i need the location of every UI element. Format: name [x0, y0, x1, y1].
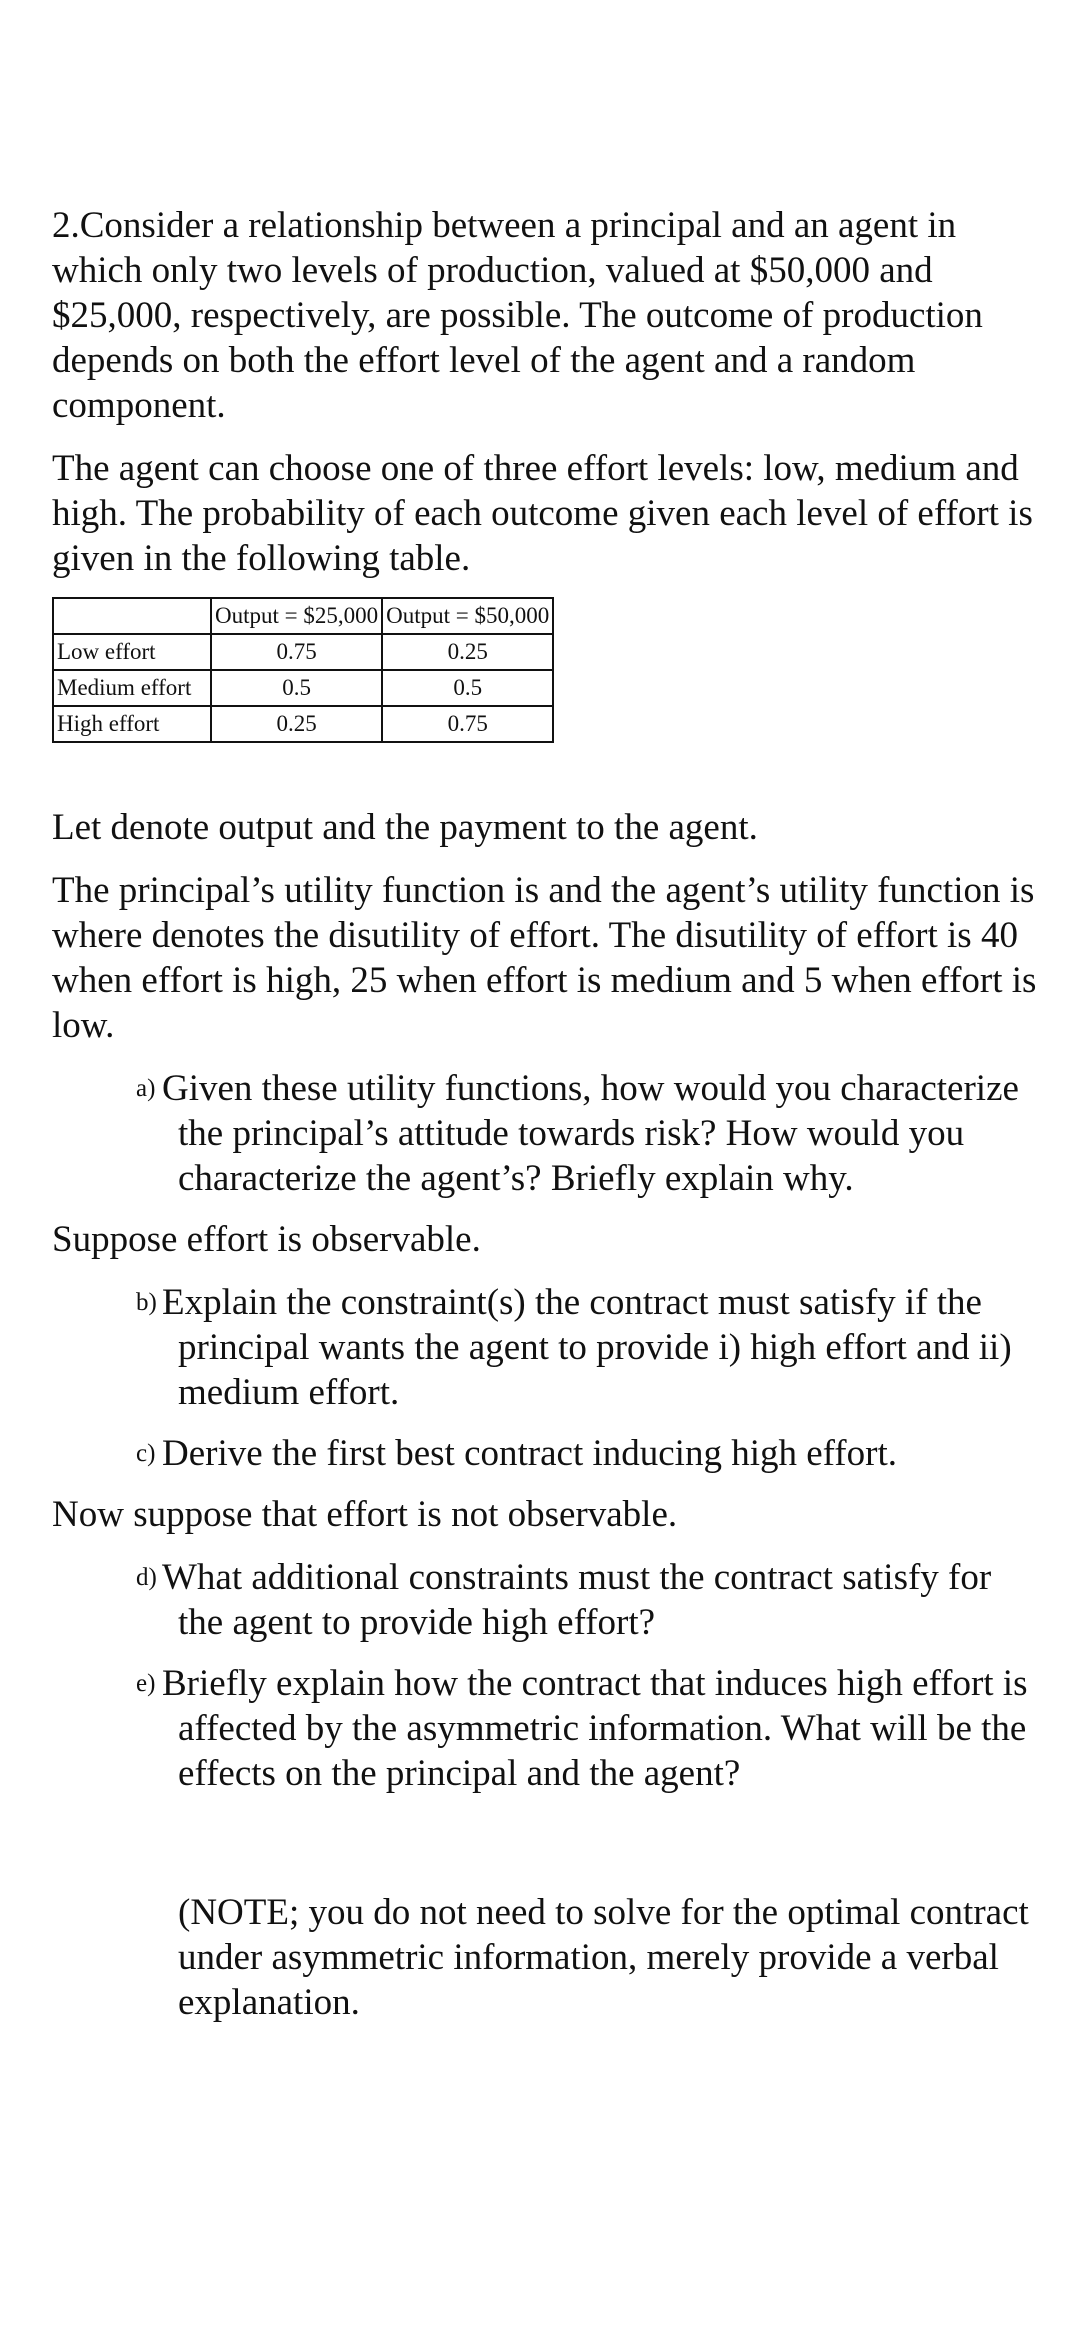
- row-label: Low effort: [53, 634, 211, 670]
- question-marker: d): [136, 1564, 157, 1591]
- column-header: Output = $25,000: [211, 598, 382, 634]
- table-cell: 0.75: [382, 706, 553, 742]
- question-c: [52, 1431, 1042, 1476]
- table-corner-cell: [53, 598, 211, 634]
- table-row: [53, 670, 553, 706]
- question-e: [52, 1661, 1042, 1796]
- not-observable-heading: Now suppose that effort is not observable.: [52, 1494, 678, 1535]
- spacer: [52, 743, 1042, 805]
- question-d: [52, 1555, 1042, 1645]
- question-marker: e): [136, 1670, 156, 1697]
- table-row: [53, 706, 553, 742]
- table-cell: 0.75: [211, 634, 382, 670]
- table-cell: 0.25: [211, 706, 382, 742]
- question-text: Given these utility functions, how would you characterize the principal’s attitude towards risk? How would you characterize the agent’s? Briefly explain why.: [162, 1068, 1019, 1199]
- table-cell: 0.5: [382, 670, 553, 706]
- question-a: [52, 1066, 1042, 1201]
- table-row: [53, 634, 553, 670]
- document-page: [52, 203, 1042, 2025]
- probability-table: [52, 597, 554, 743]
- question-marker: a): [136, 1075, 156, 1102]
- question-text: Briefly explain how the contract that induces high effort is affected by the asymmetric information. What will be the effects on the principal and the agent?: [162, 1663, 1028, 1794]
- effort-levels-paragraph: The agent can choose one of three effort levels: low, medium and high. The probability of each outcome given each level of effort is given in the following table.: [52, 448, 1033, 579]
- notation-paragraph: Let denote output and the payment to the agent.: [52, 807, 758, 848]
- question-b: [52, 1280, 1042, 1415]
- question-text: What additional constraints must the contract satisfy for the agent to provide high effort?: [162, 1557, 992, 1643]
- table-header-row: [53, 598, 553, 634]
- table-cell: 0.25: [382, 634, 553, 670]
- utility-paragraph: The principal’s utility function is and the agent’s utility function is where denotes the disutility of effort. The disutility of effort is 40 when effort is high, 25 when effort is medium and 5 when effort is low.: [52, 870, 1037, 1046]
- question-marker: b): [136, 1289, 157, 1316]
- table-cell: 0.5: [211, 670, 382, 706]
- intro-paragraph: 2.Consider a relationship between a principal and an agent in which only two levels of production, valued at $50,000 and $25,000, respectively, are possible. The outcome of production depends on both the effort level of the agent and a random component.: [52, 205, 983, 426]
- row-label: Medium effort: [53, 670, 211, 706]
- row-label: High effort: [53, 706, 211, 742]
- question-text: Derive the first best contract inducing high effort.: [162, 1433, 897, 1474]
- question-text: Explain the constraint(s) the contract must satisfy if the principal wants the agent to provide i) high effort and ii) medium effort.: [162, 1282, 1012, 1413]
- column-header: Output = $50,000: [382, 598, 553, 634]
- note-paragraph: (NOTE; you do not need to solve for the optimal contract under asymmetric information, merely provide a verbal explanation.: [178, 1892, 1029, 2023]
- observable-heading: Suppose effort is observable.: [52, 1219, 481, 1260]
- question-marker: c): [136, 1440, 156, 1467]
